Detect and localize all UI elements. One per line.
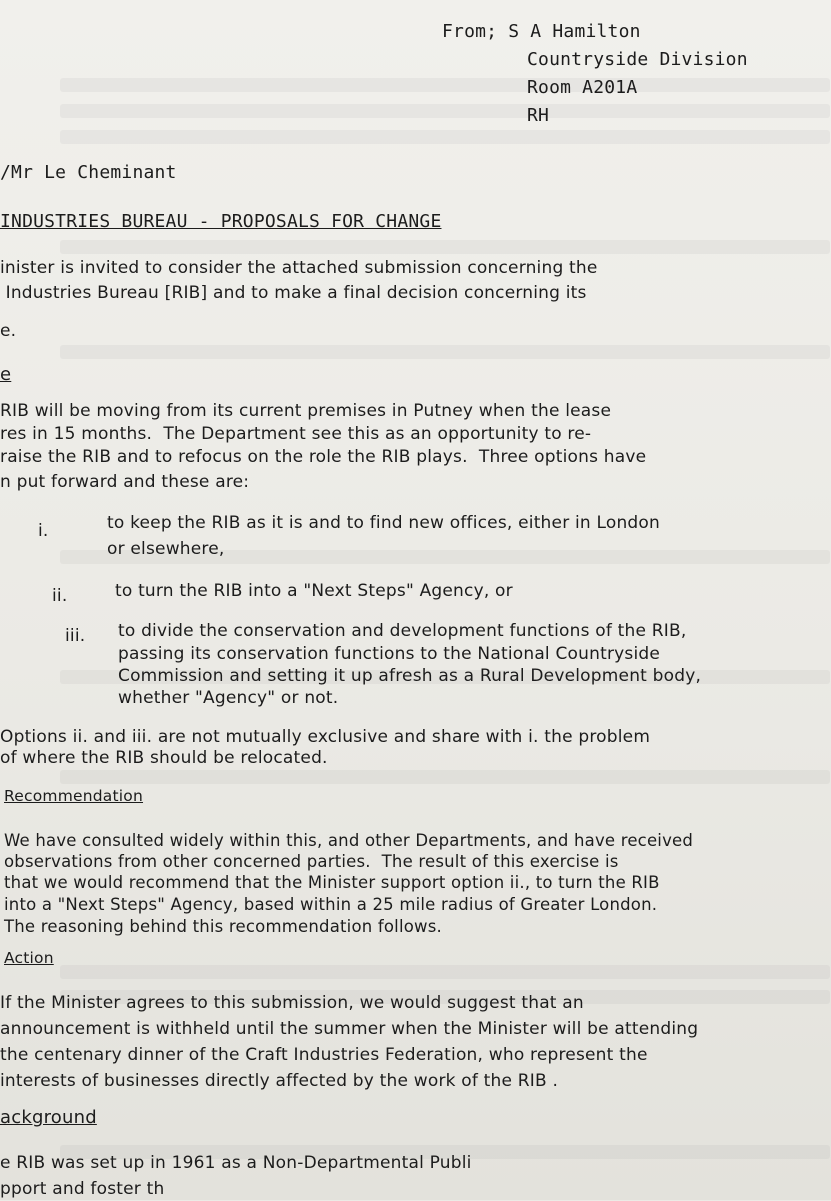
option-text: to keep the RIB as it is and to find new offices, either in London bbox=[107, 513, 660, 533]
issue-line: n put forward and these are: bbox=[0, 472, 250, 492]
recommendation-line: The reasoning behind this recommendation follows. bbox=[4, 917, 442, 936]
intro-line: e. bbox=[0, 321, 17, 341]
show-through-text bbox=[60, 130, 830, 144]
from-division: Countryside Division bbox=[527, 49, 748, 70]
show-through-text bbox=[60, 104, 830, 118]
recommendation-line: that we would recommend that the Minister support option ii., to turn the RIB bbox=[4, 873, 660, 892]
action-line: interests of businesses directly affected by the work of the RIB . bbox=[0, 1071, 559, 1091]
option-text: whether "Agency" or not. bbox=[118, 688, 339, 708]
show-through-text bbox=[60, 78, 830, 92]
intro-line: Industries Bureau [RIB] and to make a final decision concerning its bbox=[0, 283, 587, 303]
issue-line: res in 15 months. The Department see this as an opportunity to re- bbox=[0, 424, 592, 444]
option-text: Commission and setting it up afresh as a Rural Development body, bbox=[118, 666, 702, 686]
action-line: announcement is withheld until the summer when the Minister will be attending bbox=[0, 1019, 699, 1039]
addressee: /Mr Le Cheminant bbox=[0, 162, 177, 183]
show-through-text bbox=[60, 345, 830, 359]
option-text: to divide the conservation and development functions of the RIB, bbox=[118, 621, 687, 641]
recommendation-heading: Recommendation bbox=[4, 787, 144, 805]
recommendation-line: observations from other concerned parties. The result of this exercise is bbox=[4, 852, 619, 871]
option-text: to turn the RIB into a "Next Steps" Agency, or bbox=[115, 581, 513, 601]
show-through-text bbox=[60, 965, 830, 979]
option-number: iii. bbox=[65, 626, 86, 646]
option-text: passing its conservation functions to the National Countryside bbox=[118, 644, 661, 664]
background-heading: ackground bbox=[0, 1107, 97, 1128]
option-number: ii. bbox=[52, 586, 68, 606]
issue-line: raise the RIB and to refocus on the role the RIB plays. Three options have bbox=[0, 447, 647, 467]
action-line: If the Minister agrees to this submission, we would suggest that an bbox=[0, 993, 584, 1013]
from-room: Room A201A bbox=[527, 77, 638, 98]
show-through-text bbox=[60, 240, 830, 254]
memo-title: INDUSTRIES BUREAU - PROPOSALS FOR CHANGE bbox=[0, 211, 442, 232]
action-heading: Action bbox=[4, 949, 54, 967]
issue-heading: e bbox=[0, 364, 12, 385]
issue-line: RIB will be moving from its current premises in Putney when the lease bbox=[0, 401, 612, 421]
options-note-line: of where the RIB should be relocated. bbox=[0, 748, 328, 768]
option-text: or elsewhere, bbox=[107, 539, 225, 559]
intro-line: inister is invited to consider the attached submission concerning the bbox=[0, 258, 598, 278]
recommendation-line: into a "Next Steps" Agency, based within a 25 mile radius of Greater London. bbox=[4, 895, 658, 914]
action-line: the centenary dinner of the Craft Industries Federation, who represent the bbox=[0, 1045, 648, 1065]
from-initials: RH bbox=[527, 105, 550, 126]
option-number: i. bbox=[38, 521, 49, 541]
background-line: e RIB was set up in 1961 as a Non-Departmental Publi bbox=[0, 1153, 472, 1173]
recommendation-line: We have consulted widely within this, and other Departments, and have received bbox=[4, 831, 694, 850]
from-line: From; S A Hamilton bbox=[442, 21, 641, 42]
show-through-text bbox=[60, 770, 830, 784]
options-note-line: Options ii. and iii. are not mutually exclusive and share with i. the problem bbox=[0, 727, 651, 747]
background-line: pport and foster th bbox=[0, 1179, 165, 1199]
